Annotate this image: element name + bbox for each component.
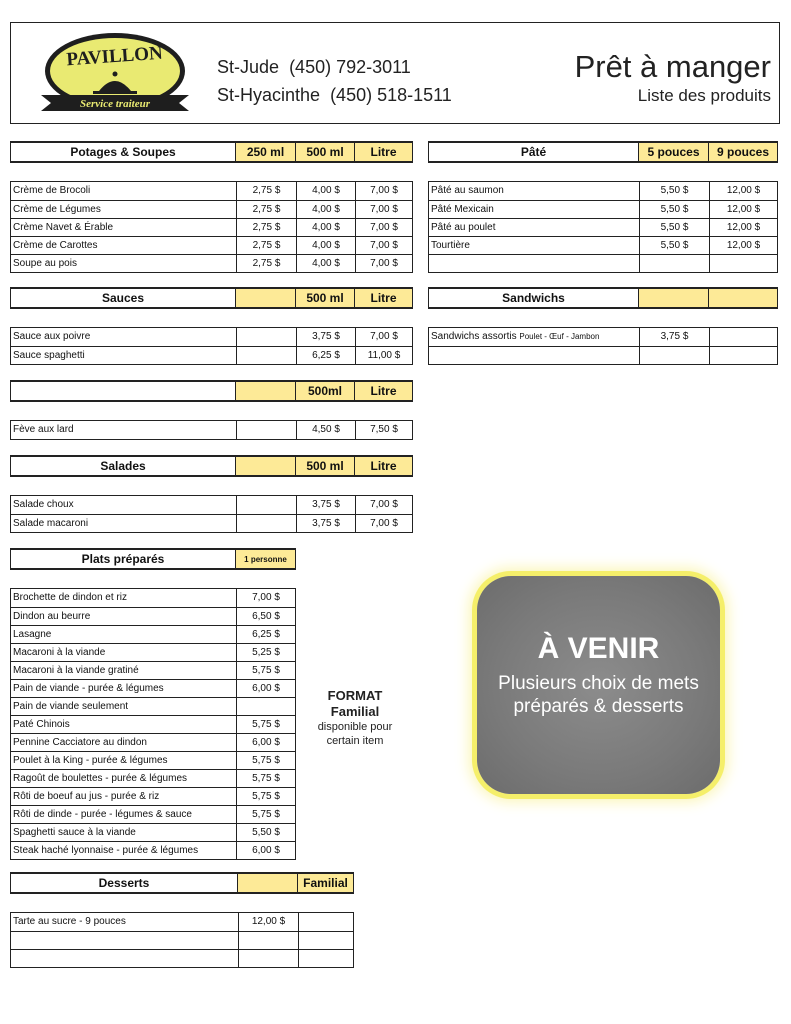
contact-st-hyacinthe — [217, 85, 452, 106]
section-title: Plats préparés — [11, 550, 235, 568]
price-cell: 4,00 $ — [296, 201, 355, 218]
potages-header-row — [10, 141, 413, 163]
price-cell: 6,00 $ — [236, 680, 295, 697]
table-row — [11, 751, 295, 769]
price-cell: 6,50 $ — [236, 608, 295, 625]
price-cell: 6,25 $ — [296, 347, 355, 364]
coming-soon-text: Plusieurs choix de mets préparés & desserts — [498, 673, 699, 717]
item-name: Lasagne — [13, 629, 52, 640]
item-name-text: Sandwichs assortis — [431, 331, 517, 342]
item-name: Rôti de dinde - purée - légumes & sauce — [13, 809, 192, 820]
column-header: Litre — [354, 457, 412, 475]
price-cell: 4,00 $ — [296, 237, 355, 254]
coming-soon-title: À VENIR — [537, 632, 660, 665]
item-name: Crème Navet & Érable — [13, 222, 114, 233]
table-row — [11, 200, 412, 218]
price-cell — [238, 950, 298, 967]
section-title: Potages & Soupes — [11, 143, 235, 161]
column-header — [638, 289, 708, 307]
pate-table — [428, 181, 778, 273]
item-name: Pain de viande - purée & légumes — [13, 683, 164, 694]
desserts-header-row — [10, 872, 354, 894]
table-row — [11, 823, 295, 841]
price-cell: 12,00 $ — [709, 219, 777, 236]
price-cell: 4,50 $ — [296, 421, 355, 439]
table-row — [11, 787, 295, 805]
price-cell: 4,00 $ — [296, 182, 355, 200]
price-cell: 7,50 $ — [355, 421, 412, 439]
price-cell — [709, 328, 777, 346]
price-cell: 7,00 $ — [355, 237, 412, 254]
price-cell: 5,75 $ — [236, 752, 295, 769]
item-name — [11, 950, 238, 967]
price-cell: 3,75 $ — [296, 328, 355, 346]
section-title: Desserts — [11, 874, 237, 892]
table-row — [11, 589, 295, 607]
plats-header-row — [10, 548, 296, 570]
price-cell: 7,00 $ — [236, 589, 295, 607]
price-cell — [709, 347, 777, 364]
item-name: Tourtière — [431, 240, 470, 251]
table-row — [11, 328, 412, 346]
price-cell: 5,50 $ — [639, 201, 709, 218]
column-header — [235, 382, 295, 400]
item-name: Pâté au saumon — [431, 185, 504, 196]
table-row — [11, 236, 412, 254]
sandwichs-table — [428, 327, 778, 365]
section-title — [11, 382, 235, 400]
plats-table — [10, 588, 296, 860]
price-cell: 2,75 $ — [236, 237, 296, 254]
table-row — [11, 607, 295, 625]
table-row — [429, 200, 777, 218]
price-cell: 7,00 $ — [355, 328, 412, 346]
price-cell: 3,75 $ — [296, 515, 355, 532]
document-title: Prêt à manger — [574, 49, 771, 84]
table-row — [11, 496, 412, 514]
table-row — [11, 346, 412, 364]
column-header — [237, 874, 297, 892]
contact-phone[interactable]: (450) 792-3011 — [289, 57, 411, 77]
column-header: 500 ml — [295, 289, 354, 307]
item-name: Paté Chinois — [13, 719, 70, 730]
table-row — [11, 949, 353, 967]
column-header — [235, 289, 295, 307]
item-name: Pâté au poulet — [431, 222, 496, 233]
table-row — [429, 328, 777, 346]
section-title: Salades — [11, 457, 235, 475]
price-cell: 5,50 $ — [639, 219, 709, 236]
price-cell — [639, 347, 709, 364]
pate-header-row — [428, 141, 778, 163]
price-cell — [298, 932, 353, 949]
item-name: Crème de Légumes — [13, 204, 101, 215]
price-cell: 5,75 $ — [236, 716, 295, 733]
item-name — [429, 328, 639, 346]
table-row — [11, 421, 412, 439]
table-row — [11, 913, 353, 931]
item-name: Fève aux lard — [13, 424, 74, 435]
table-row — [11, 733, 295, 751]
column-header: 500 ml — [295, 143, 354, 161]
salades-header-row — [10, 455, 413, 477]
item-name: Crème de Carottes — [13, 240, 98, 251]
note-line: disponible pour — [317, 721, 393, 733]
price-cell: 2,75 $ — [236, 219, 296, 236]
item-name: Spaghetti sauce à la viande — [13, 827, 136, 838]
price-cell — [298, 950, 353, 967]
price-cell: 4,00 $ — [296, 219, 355, 236]
item-name — [429, 347, 639, 364]
contact-location: St-Jude — [217, 57, 280, 77]
sauces-table — [10, 327, 413, 365]
price-cell: 11,00 $ — [355, 347, 412, 364]
item-name — [429, 255, 639, 272]
table-row — [429, 182, 777, 200]
item-name: Poulet à la King - purée & légumes — [13, 755, 168, 766]
price-cell: 12,00 $ — [709, 182, 777, 200]
column-header: 500 ml — [295, 457, 354, 475]
price-cell — [236, 328, 296, 346]
svg-text:Service traiteur: Service traiteur — [80, 98, 150, 110]
note-line: FORMAT — [327, 688, 383, 703]
price-cell: 7,00 $ — [355, 201, 412, 218]
price-cell: 3,75 $ — [639, 328, 709, 346]
item-name: Tarte au sucre - 9 pouces — [13, 916, 126, 927]
feves-header-row — [10, 380, 413, 402]
price-cell: 2,75 $ — [236, 182, 296, 200]
item-name: Pennine Cacciatore au dindon — [13, 737, 147, 748]
salades-table — [10, 495, 413, 533]
column-header: 5 pouces — [638, 143, 708, 161]
item-name: Sauce spaghetti — [13, 350, 85, 361]
table-row — [11, 679, 295, 697]
item-name: Soupe au pois — [13, 258, 77, 269]
item-name: Steak haché lyonnaise - purée & légumes — [13, 845, 199, 856]
item-name: Salade macaroni — [13, 518, 89, 529]
price-cell: 2,75 $ — [236, 201, 296, 218]
table-row — [11, 715, 295, 733]
price-cell: 5,75 $ — [236, 662, 295, 679]
price-cell: 5,25 $ — [236, 644, 295, 661]
column-header: 500ml — [295, 382, 354, 400]
price-cell: 7,00 $ — [355, 496, 412, 514]
item-name: Ragoût de boulettes - purée & légumes — [13, 773, 187, 784]
price-cell: 6,00 $ — [236, 734, 295, 751]
price-cell — [238, 932, 298, 949]
section-title: Sandwichs — [429, 289, 638, 307]
contact-phone[interactable]: (450) 518-1511 — [330, 85, 452, 105]
item-name — [11, 932, 238, 949]
contact-location: St-Hyacinthe — [217, 85, 321, 105]
note-line: certain item — [326, 735, 384, 747]
item-name: Macaroni à la viande gratiné — [13, 665, 139, 676]
item-name: Sauce aux poivre — [13, 331, 91, 342]
price-cell — [236, 347, 296, 364]
column-header: 1 personne — [235, 550, 295, 568]
price-cell: 5,50 $ — [639, 237, 709, 254]
price-cell: 7,00 $ — [355, 255, 412, 272]
price-cell: 12,00 $ — [709, 237, 777, 254]
price-cell: 12,00 $ — [238, 913, 298, 931]
item-name: Dindon au beurre — [13, 611, 91, 622]
table-row — [11, 182, 412, 200]
column-header — [235, 457, 295, 475]
item-name: Pâté Mexicain — [431, 204, 494, 215]
table-row — [11, 697, 295, 715]
section-title: Pâté — [429, 143, 638, 161]
table-row — [11, 805, 295, 823]
item-name: Salade choux — [13, 499, 74, 510]
column-header: Litre — [354, 382, 412, 400]
column-header: Litre — [354, 289, 412, 307]
item-name: Crème de Brocoli — [13, 185, 91, 196]
price-cell: 6,25 $ — [236, 626, 295, 643]
svg-text:PAVILLON: PAVILLON — [65, 42, 164, 71]
item-name: Pain de viande seulement — [13, 701, 129, 712]
price-cell — [298, 913, 353, 931]
sauces-header-row — [10, 287, 413, 309]
table-row — [429, 236, 777, 254]
table-row — [11, 841, 295, 859]
column-header: Litre — [354, 143, 412, 161]
table-row — [11, 514, 412, 532]
table-row — [11, 625, 295, 643]
table-row — [11, 769, 295, 787]
column-header: Familial — [297, 874, 353, 892]
price-cell — [236, 496, 296, 514]
price-cell — [709, 255, 777, 272]
table-row — [429, 254, 777, 272]
contact-st-jude — [217, 57, 411, 78]
table-row — [429, 218, 777, 236]
item-name: Rôti de boeuf au jus - purée & riz — [13, 791, 160, 802]
price-cell — [236, 421, 296, 439]
sandwichs-header-row — [428, 287, 778, 309]
item-detail: Poulet - Œuf - Jambon — [519, 332, 600, 341]
document-subtitle: Liste des produits — [637, 86, 771, 105]
column-header: 9 pouces — [708, 143, 777, 161]
price-cell: 5,75 $ — [236, 770, 295, 787]
table-row — [429, 346, 777, 364]
page-header — [10, 22, 780, 124]
price-cell: 5,75 $ — [236, 788, 295, 805]
price-cell: 5,50 $ — [639, 182, 709, 200]
coming-soon-panel — [477, 576, 720, 794]
price-cell — [639, 255, 709, 272]
price-cell: 12,00 $ — [709, 201, 777, 218]
table-row — [11, 931, 353, 949]
table-row — [11, 643, 295, 661]
format-familial-note — [300, 688, 410, 748]
note-line: Familial — [330, 704, 380, 719]
price-cell: 2,75 $ — [236, 255, 296, 272]
column-header — [708, 289, 777, 307]
price-cell: 7,00 $ — [355, 515, 412, 532]
potages-table — [10, 181, 413, 273]
item-name: Brochette de dindon et riz — [13, 592, 127, 603]
table-row — [11, 661, 295, 679]
price-cell: 3,75 $ — [296, 496, 355, 514]
desserts-table — [10, 912, 354, 968]
feves-table — [10, 420, 413, 440]
price-cell — [236, 698, 295, 715]
price-cell: 4,00 $ — [296, 255, 355, 272]
table-row — [11, 254, 412, 272]
price-cell: 6,00 $ — [236, 842, 295, 859]
price-cell: 7,00 $ — [355, 219, 412, 236]
column-header: 250 ml — [235, 143, 295, 161]
item-name: Macaroni à la viande — [13, 647, 106, 658]
price-cell — [236, 515, 296, 532]
table-row — [11, 218, 412, 236]
price-cell: 5,75 $ — [236, 806, 295, 823]
price-cell: 7,00 $ — [355, 182, 412, 200]
section-title: Sauces — [11, 289, 235, 307]
pavillon-logo — [39, 29, 191, 121]
price-cell: 5,50 $ — [236, 824, 295, 841]
